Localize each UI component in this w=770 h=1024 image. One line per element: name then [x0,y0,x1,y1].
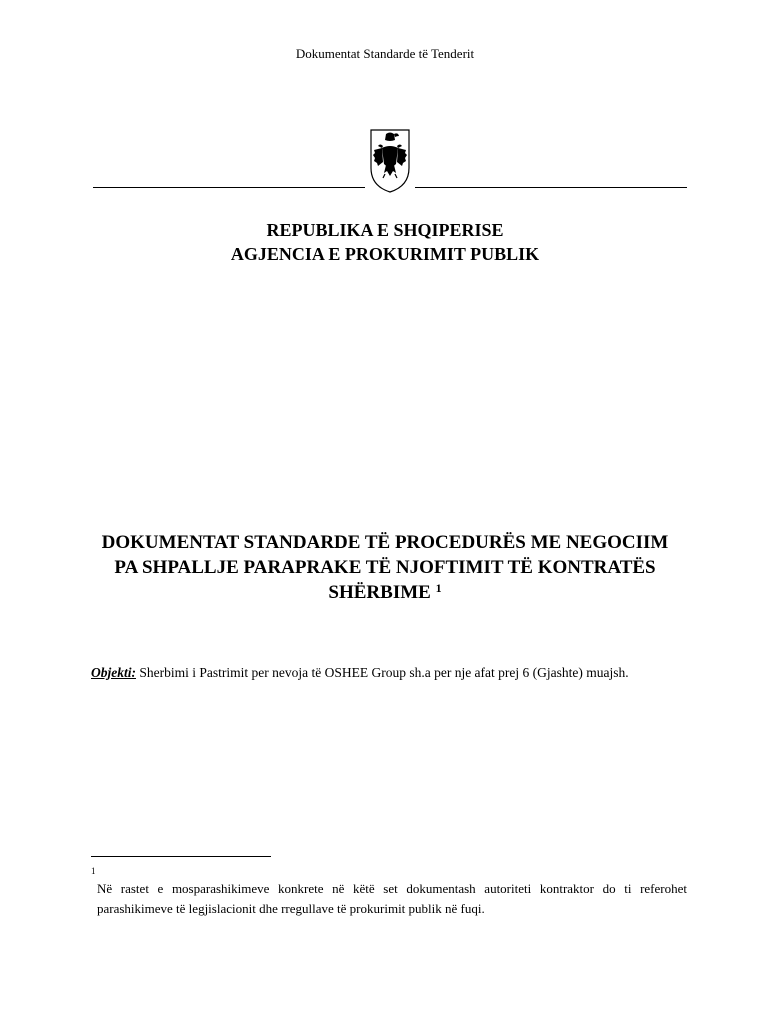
header-rule-left [93,187,365,188]
albanian-coat-of-arms-icon [369,128,411,194]
title-line-2: PA SHPALLJE PARAPRAKE TË NJOFTIMIT TË KONTRATËS [114,557,656,578]
country-name: REPUBLIKA E SHQIPERISE [266,220,504,240]
running-header: Dokumentat Standarde të Tenderit [295,46,475,61]
footnote-number: 1 [91,866,96,876]
object-label: Objekti: [91,665,136,680]
header-rule-right [415,187,687,188]
institution-heading [0,218,770,266]
footnote-separator [91,856,271,857]
document-title [60,530,710,605]
footnote-reference[interactable]: 1 [435,581,442,595]
footnote-text: Në rastet e mosparashikimeve konkrete në këtë set dokumentash autoriteti kontraktor do ti referohet parashikimeve të legjislacionit dhe rregullave të prokurimit publik në fuqi. [97,881,687,916]
agency-name: AGJENCIA E PROKURIMIT PUBLIK [230,244,540,264]
object-text: Sherbimi i Pastrimit per nevoja të OSHEE Group sh.a per nje afat prej 6 (Gjashte) muajsh. [139,665,629,680]
title-line-3 [60,580,710,605]
title-line-3-text: SHËRBIME [328,582,431,603]
object-statement [91,665,711,681]
title-line-1: DOKUMENTAT STANDARDE TË PROCEDURËS ME NEGOCIIM [101,532,669,553]
emblem-row [93,128,687,194]
